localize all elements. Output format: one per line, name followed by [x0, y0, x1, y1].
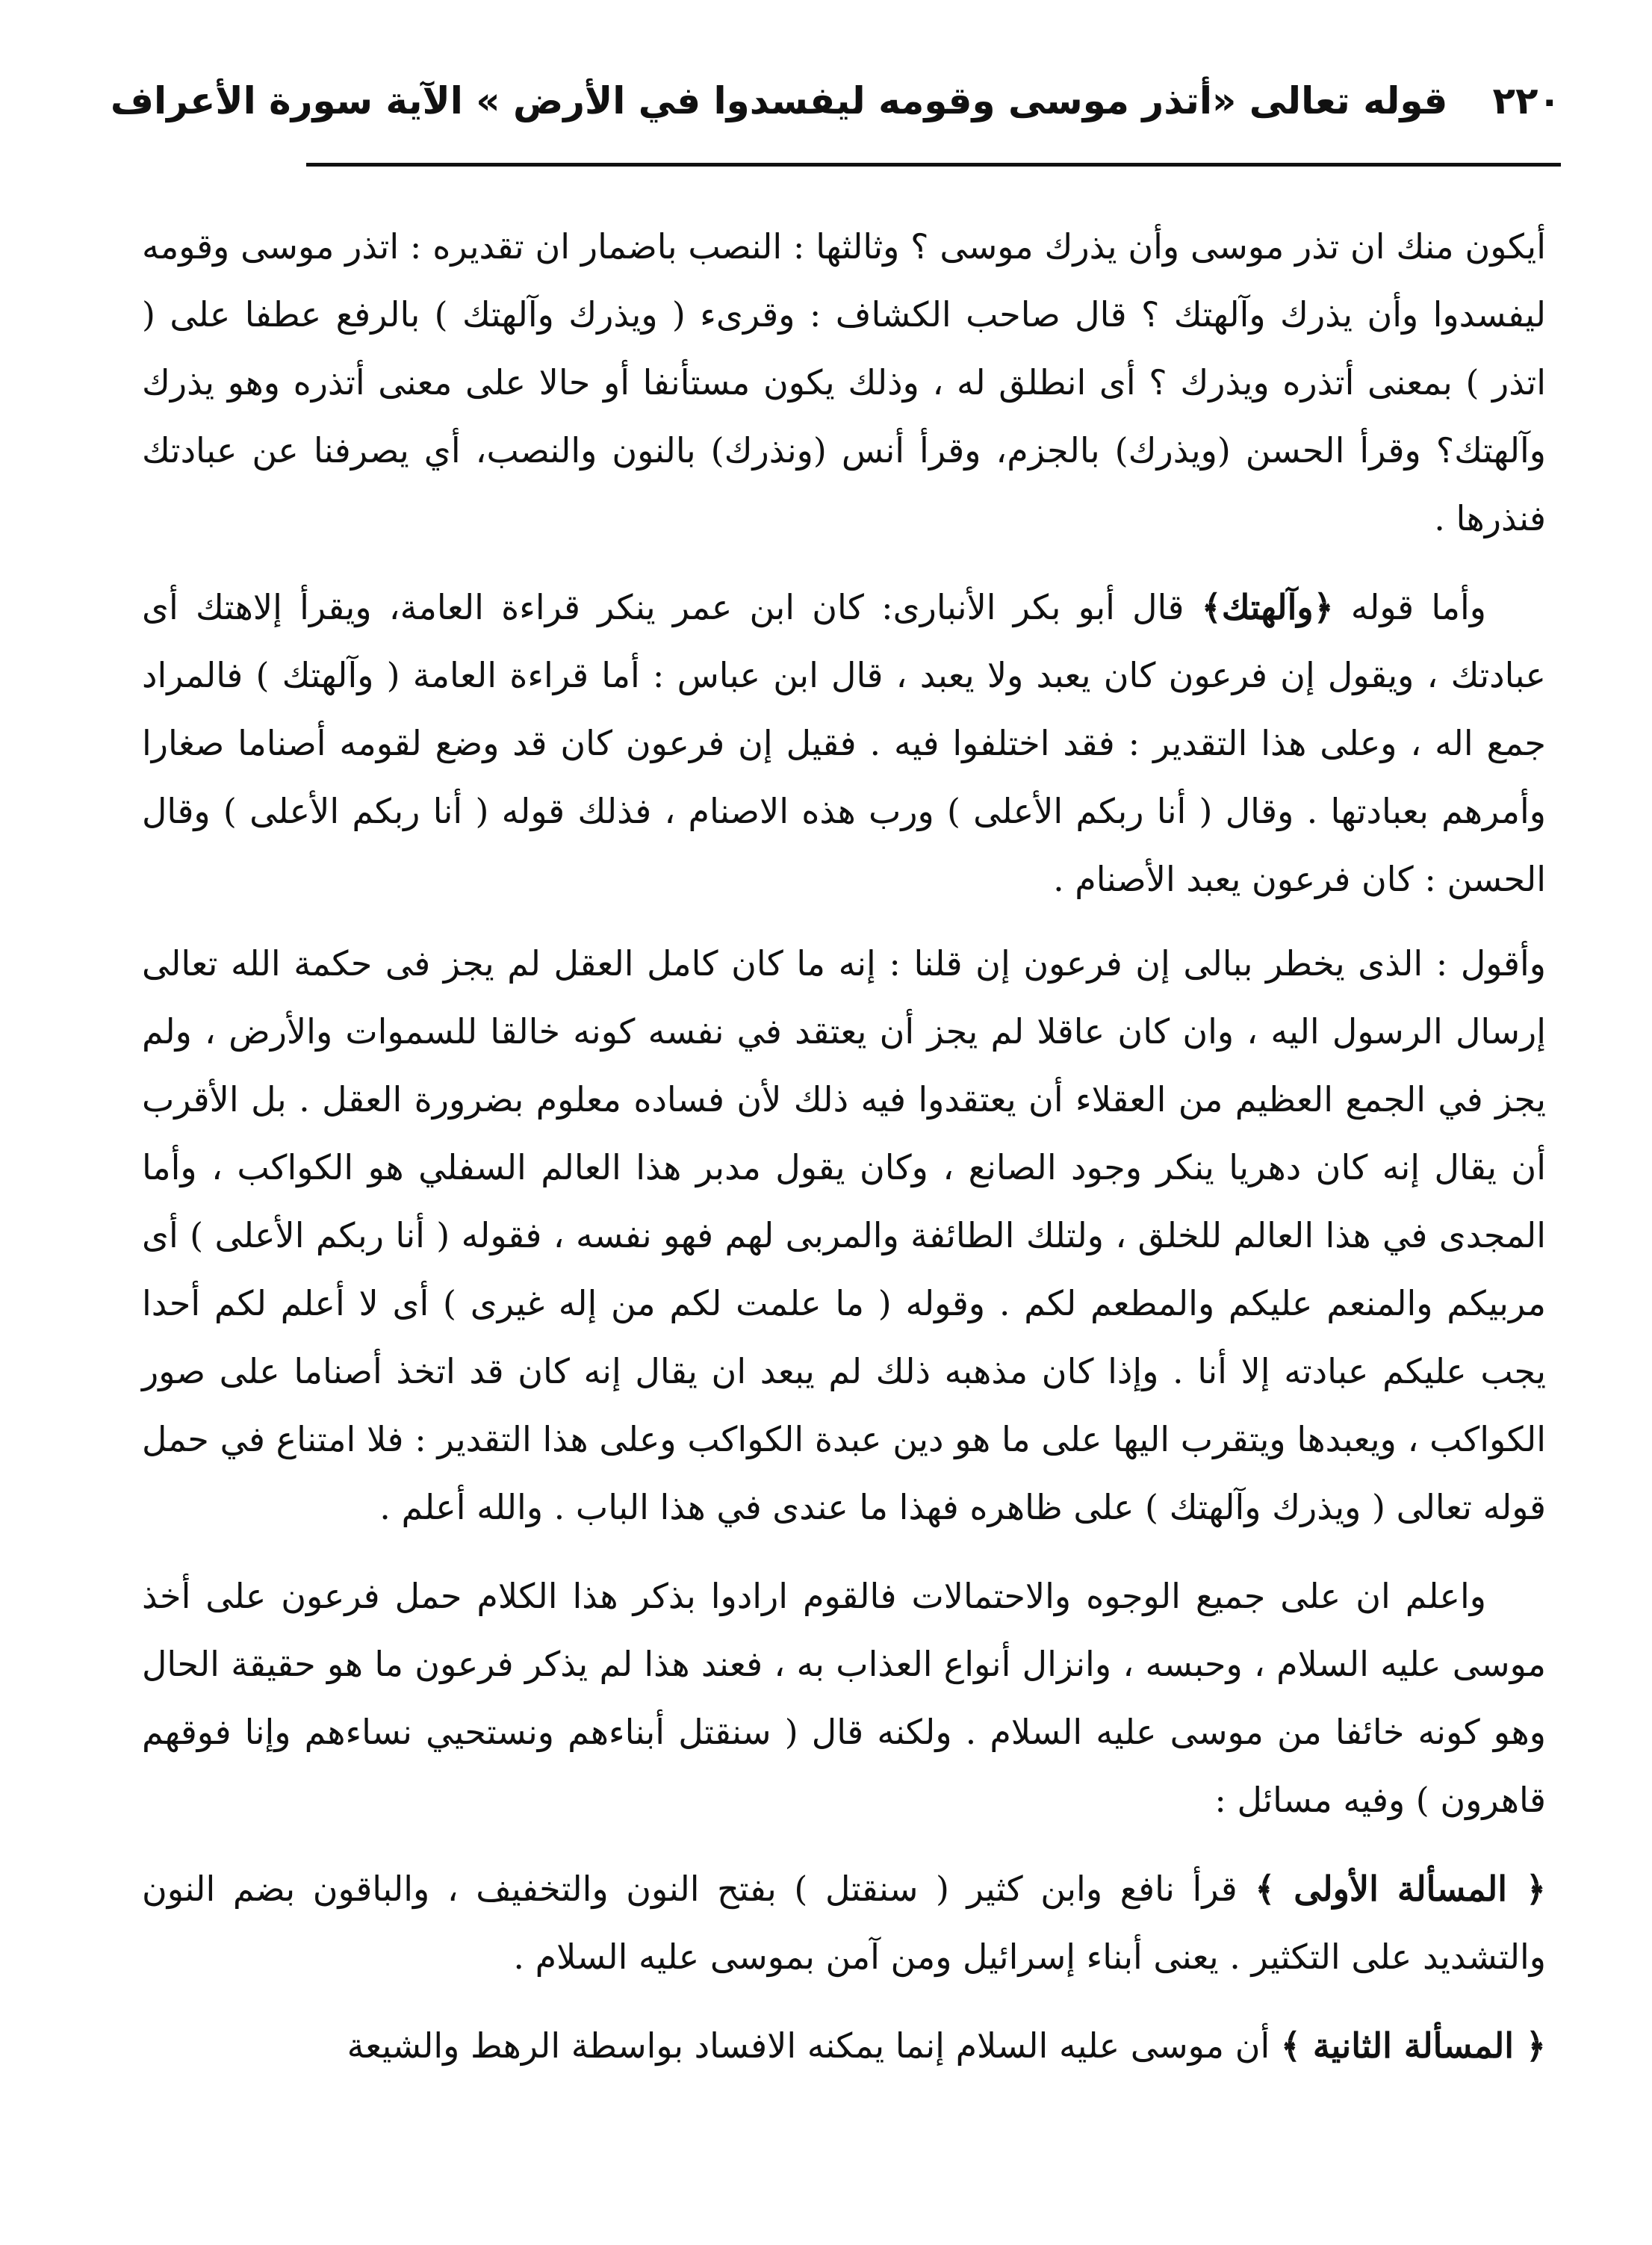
- quran-quote: ﴿وآلهتك﴾: [1201, 587, 1334, 627]
- issue-heading: ﴿ المسألة الأولى ﴾: [1255, 1869, 1546, 1909]
- paragraph-text: واعلم ان على جميع الوجوه والاحتمالات فالقوم ارادوا بذكر هذا الكلام حمل فرعون على أخذ موسى عليه السلام ، وحبسه ، وانزال أنواع العذاب به ، فعند هذا لم يذكر فرعون ما هو حقيقة الحال وهو كونه خائفا من موسى عليه السلام . ولكنه قال ( سنقتل أبناءهم ونستحيي نساءهم وإنا فوقهم قاهرون ) وفيه مسائل :: [142, 1576, 1546, 1820]
- issue-1: [142, 1855, 1546, 1991]
- paragraph-text: أيكون منك ان تذر موسى وأن يذرك موسى ؟ وثالثها : النصب باضمار ان تقديره : اتذر موسى وقومه ليفسدوا وأن يذرك وآلهتك ؟ قال صاحب الكشاف : وقرىء ( ويذرك وآلهتك ) بالرفع عطفا على ( اتذر ) بمعنى أتذره ويذرك ؟ أى انطلق له ، وذلك يكون مستأنفا أو حالا على معنى أتذره وهو يذرك وآلهتك؟ وقرأ الحسن (ويذرك) بالجزم، وقرأ أنس (ونذرك) بالنون والنصب، أي يصرفنا عن عبادتك فنذرها .: [142, 226, 1546, 538]
- paragraph-text: قرأ نافع وابن كثير ( سنقتل ) بفتح النون والتخفيف ، والباقون بضم النون والتشديد على التكثير . يعنى أبناء إسرائيل ومن آمن بموسى عليه السلام .: [142, 1869, 1546, 1977]
- paragraph-text: قال أبو بكر الأنبارى: كان ابن عمر ينكر قراءة العامة، ويقرأ إلاهتك أى عبادتك ، ويقول إن فرعون كان يعبد ولا يعبد ، قال ابن عباس : أما قراءة العامة ( وآلهتك ) فالمراد جمع اله ، وعلى هذا التقدير : فقد اختلفوا فيه . فقيل إن فرعون كان قد وضع لقومه أصناما صغارا وأمرهم بعبادتها . وقال ( أنا ربكم الأعلى ) ورب هذه الاصنام ، فذلك قوله ( أنا ربكم الأعلى ) وقال الحسن : كان فرعون يعبد الأصنام .: [142, 587, 1546, 899]
- issue-heading: ﴿ المسألة الثانية ﴾: [1280, 2025, 1546, 2066]
- page-body: [142, 213, 1546, 2096]
- paragraph-1: [142, 213, 1546, 553]
- paragraph-2: [142, 574, 1546, 913]
- running-title: قوله تعالى «أتذر موسى وقومه ليفسدوا في الأرض » الآية سورة الأعراف: [110, 79, 1448, 122]
- paragraph-4: [142, 1562, 1546, 1834]
- paragraph-3: [142, 930, 1546, 1541]
- page-number: ٢٢٠: [1492, 79, 1561, 122]
- paragraph-text: أن موسى عليه السلام إنما يمكنه الافساد بواسطة الرهط والشيعة: [347, 2025, 1281, 2066]
- issue-2: [142, 2012, 1546, 2080]
- paragraph-lead: وأما قوله: [1350, 587, 1487, 627]
- header-rule: [306, 163, 1561, 167]
- running-header: [110, 67, 1561, 134]
- paragraph-text: وأقول : الذى يخطر ببالى إن فرعون إن قلنا : إنه ما كان كامل العقل لم يجز فى حكمة الله تعالى إرسال الرسول اليه ، وان كان عاقلا لم يجز أن يعتقد في نفسه كونه خالقا للسموات والأرض ، ولم يجز في الجمع العظيم من العقلاء أن يعتقدوا فيه ذلك لأن فساده معلوم بضرورة العقل . بل الأقرب أن يقال إنه كان دهريا ينكر وجود الصانع ، وكان يقول مدبر هذا العالم السفلي هو الكواكب ، وأما المجدى في هذا العالم للخلق ، ولتلك الطائفة والمربى لهم فهو نفسه ، فقوله ( أنا ربكم الأعلى ) أى مربيكم والمنعم عليكم والمطعم لكم . وقوله ( ما علمت لكم من إله غيرى ) أى لا أعلم لكم أحدا يجب عليكم عبادته إلا أنا . وإذا كان مذهبه ذلك لم يبعد ان يقال إنه كان قد اتخذ أصناما على صور الكواكب ، ويعبدها ويتقرب اليها على ما هو دين عبدة الكواكب وعلى هذا التقدير : فلا امتناع في حمل قوله تعالى ( ويذرك وآلهتك ) على ظاهره فهذا ما عندى في هذا الباب . والله أعلم .: [142, 943, 1546, 1527]
